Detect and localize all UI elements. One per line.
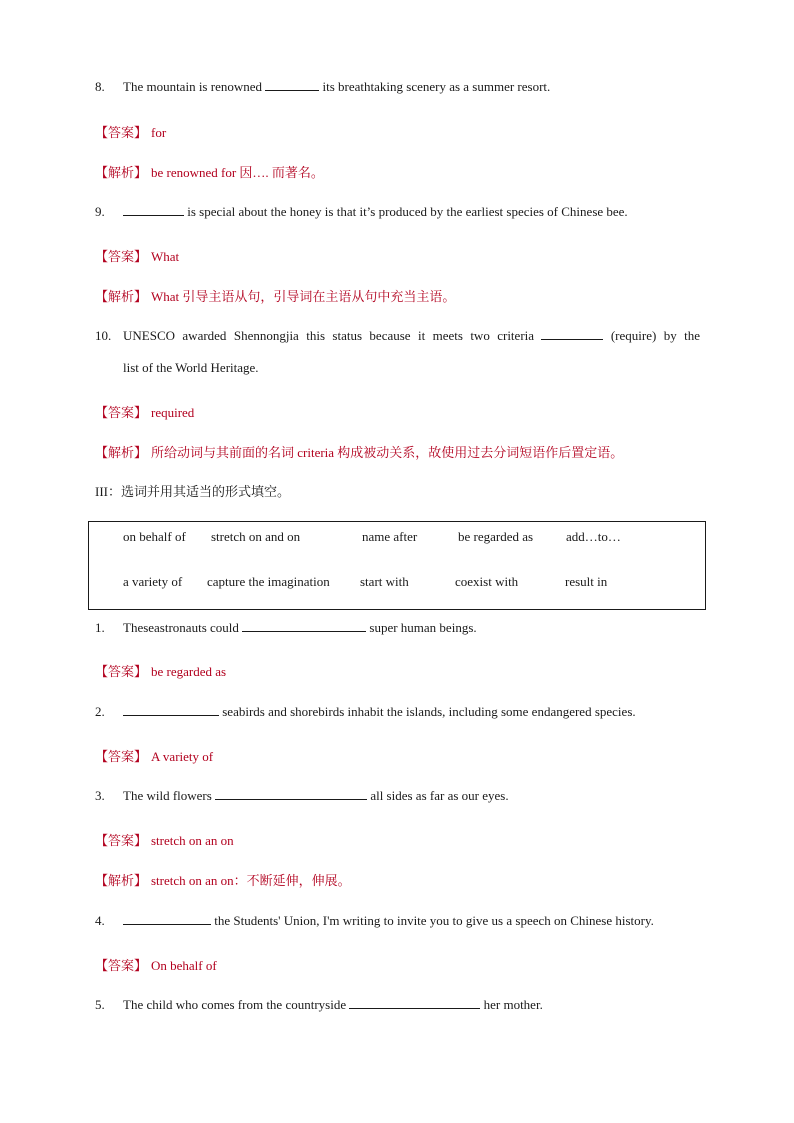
question-text: UNESCO awarded Shennongjia this status because it meets two criteria	[123, 328, 535, 343]
answer-blank	[123, 703, 219, 716]
word-bank-phrase: stretch on and on	[211, 529, 301, 544]
answer-text: What	[151, 249, 180, 264]
question-text: The wild flowers	[123, 788, 212, 803]
word-bank-phrase: a variety of	[123, 574, 183, 589]
question-text: is special about the honey is that it’s produced by the earliest species of Chinese bee.	[187, 204, 628, 219]
question-text: The mountain is renowned	[123, 79, 262, 94]
answer-blank	[349, 996, 480, 1009]
answer-blank	[541, 327, 603, 340]
question-number: 3.	[95, 788, 105, 803]
word-bank-phrase: coexist with	[455, 574, 519, 589]
answer-tag: 【答案】	[95, 833, 148, 848]
word-bank-phrase: be regarded as	[458, 529, 534, 544]
analysis-text: What 引导主语从句，引导词在主语从句中充当主语。	[151, 289, 456, 304]
answer-tag: 【答案】	[95, 664, 148, 679]
answer-blank	[242, 619, 366, 632]
analysis-tag: 【解析】	[95, 289, 148, 304]
word-bank-phrase: on behalf of	[123, 529, 186, 544]
answer-tag: 【答案】	[95, 405, 148, 420]
question-text: list of the World Heritage.	[123, 360, 259, 375]
answer-text: for	[151, 125, 167, 140]
question-number: 10.	[95, 328, 112, 343]
answer-blank	[123, 912, 211, 925]
question-text: her mother.	[483, 997, 543, 1012]
analysis-tag: 【解析】	[95, 445, 148, 460]
analysis-text: be renowned for 因…. 而著名。	[151, 165, 324, 180]
question-number: 8.	[95, 79, 105, 94]
question-text: the Students' Union, I'm writing to invite you to give us a speech on Chinese history.	[214, 913, 654, 928]
question-number: 5.	[95, 997, 105, 1012]
answer-tag: 【答案】	[95, 125, 148, 140]
analysis-tag: 【解析】	[95, 165, 148, 180]
answer-text: A variety of	[151, 749, 214, 764]
word-bank-phrase: name after	[362, 529, 418, 544]
question-text: The child who comes from the countryside	[123, 997, 347, 1012]
question-number: 1.	[95, 620, 105, 635]
question-text: (require) by the	[610, 328, 700, 343]
question-number: 4.	[95, 913, 105, 928]
answer-blank	[265, 78, 319, 91]
question-text: all sides as far as our eyes.	[370, 788, 509, 803]
word-bank-phrase: start with	[360, 574, 409, 589]
answer-blank	[215, 787, 367, 800]
answer-tag: 【答案】	[95, 249, 148, 264]
answer-text: stretch on an on	[151, 833, 234, 848]
answer-tag: 【答案】	[95, 749, 148, 764]
word-bank-phrase: add…to…	[566, 529, 621, 544]
question-text: its breathtaking scenery as a summer resort.	[322, 79, 551, 94]
answer-blank	[123, 203, 184, 216]
question-text: Theseastronauts could	[123, 620, 239, 635]
analysis-text: stretch on an on：不断延伸，伸展。	[151, 873, 351, 888]
question-text: seabirds and shorebirds inhabit the islands, including some endangered species.	[222, 704, 636, 719]
word-bank-phrase: result in	[565, 574, 608, 589]
answer-text: On behalf of	[151, 958, 217, 973]
word-bank-phrase: capture the imagination	[207, 574, 330, 589]
answer-text: required	[151, 405, 195, 420]
answer-tag: 【答案】	[95, 958, 148, 973]
question-number: 2.	[95, 704, 105, 719]
answer-text: be regarded as	[151, 664, 227, 679]
analysis-tag: 【解析】	[95, 873, 148, 888]
analysis-text: 所给动词与其前面的名词 criteria 构成被动关系，故使用过去分词短语作后置定语。	[151, 445, 624, 460]
question-number: 9.	[95, 204, 105, 219]
section-title: III：选词并用其适当的形式填空。	[95, 484, 290, 499]
question-text: super human beings.	[369, 620, 477, 635]
